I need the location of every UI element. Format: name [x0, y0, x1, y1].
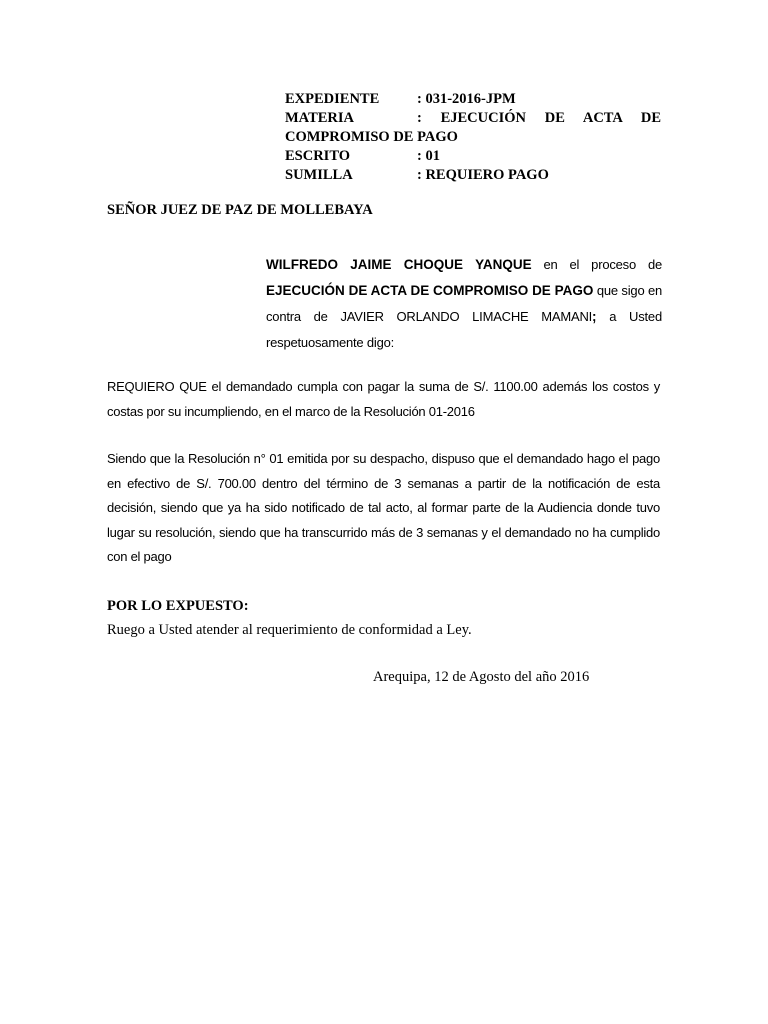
expediente-row	[285, 90, 661, 109]
intro-text-1: en el proceso de	[531, 257, 662, 272]
escrito-row	[285, 147, 661, 166]
materia-value: : EJECUCIÓN DE ACTA DE	[417, 110, 661, 126]
intro-paragraph	[266, 252, 662, 356]
sumilla-row	[285, 166, 661, 185]
closing-text: Ruego a Usted atender al requerimiento de conformidad a Ley.	[107, 622, 472, 638]
closing-title: POR LO EXPUESTO:	[107, 598, 249, 614]
intro-semicolon: ;	[592, 309, 597, 324]
grounds-paragraph: Siendo que la Resolución n° 01 emitida por su despacho, dispuso que el demandado hago el pago en efectivo de S/. 700.00 dentro del término de 3 semanas a partir de la notificación de esta decisión, siendo que ya ha sido notificado de tal acto, al formar parte de la Audiencia donde tuvo lugar su resolución, siendo que ha transcurrido más de 3 semanas y el demandado no ha cumplido con el pago	[107, 451, 660, 564]
intro-text-3: a Usted respetuosamente digo:	[266, 309, 662, 350]
escrito-value: : 01	[417, 148, 440, 164]
escrito-label: ESCRITO	[285, 148, 351, 164]
materia-row	[285, 109, 661, 128]
expediente-value: : 031-2016-JPM	[417, 91, 516, 107]
expediente-label: EXPEDIENTE	[285, 91, 380, 107]
petitioner-name: WILFREDO JAIME CHOQUE YANQUE	[266, 257, 532, 272]
place-date: Arequipa, 12 de Agosto del año 2016	[373, 669, 590, 685]
sumilla-value: : REQUIERO PAGO	[417, 167, 549, 183]
case-header	[285, 90, 661, 185]
request-paragraph: REQUIERO QUE el demandado cumpla con pagar la suma de S/. 1100.00 además los costos y costas por su incumpliendo, en el marco de la Resolución 01-2016	[107, 379, 660, 419]
process-name: EJECUCIÓN DE ACTA DE COMPROMISO DE PAGO	[266, 283, 594, 298]
materia-continuation: COMPROMISO DE PAGO	[285, 129, 458, 145]
sumilla-label: SUMILLA	[285, 167, 353, 183]
addressee: SEÑOR JUEZ DE PAZ DE MOLLEBAYA	[107, 202, 373, 218]
materia-label: MATERIA	[285, 110, 355, 126]
intro-text-2: que sigo en contra de JAVIER ORLANDO LIMACHE MAMANI	[266, 283, 663, 324]
